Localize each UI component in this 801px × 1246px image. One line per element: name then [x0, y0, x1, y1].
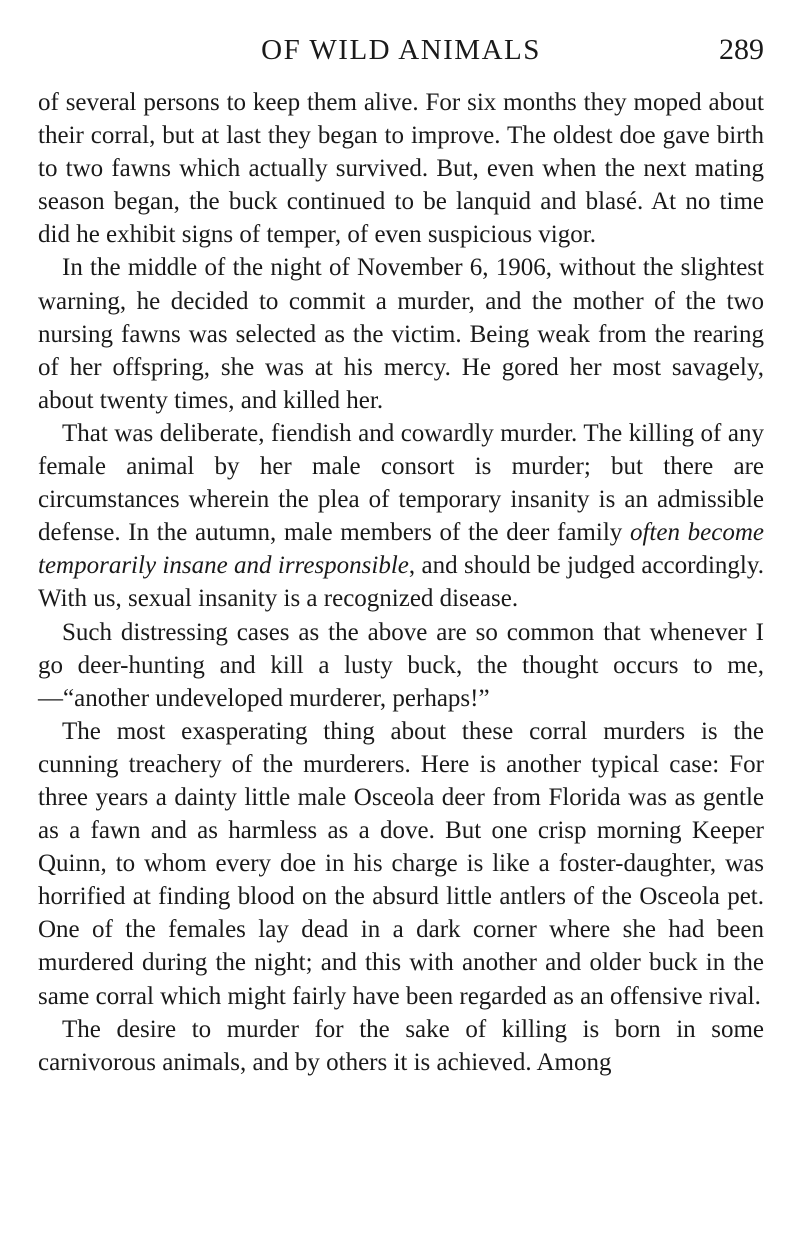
paragraph-1: of several persons to keep them alive. For six months they moped about their corral, but at last they began to improve. The oldest doe gave birth to two fawns which actually survived. But, even when the next mating season began, the buck continued to be lanquid and blasé. At no time did he exhibit signs of temper, of even suspicious vigor.: [38, 89, 764, 249]
paragraph-2: In the middle of the night of November 6, 1906, without the slightest warning, he decided to commit a murder, and the mother of the two nursing fawns was selected as the victim. Being weak from the rearing of her offspring, she was at his mercy. He gored her most savagely, about twenty times, and killed her.: [38, 254, 764, 414]
italic-phrase: often become temporarily insane and irresponsible: [38, 519, 764, 580]
paragraph-6: The desire to murder for the sake of killing is born in some carnivorous animals, and by others it is achieved. Among: [38, 1015, 764, 1076]
paragraph-3-start: That was deliberate, fiendish and cowardly murder. The killing of any female animal by her male consort is murder; but there are circumstances wherein the plea of temporary insanity is an admissible defense. In the autumn, male members of the deer family: [38, 419, 764, 547]
paragraph-3: [38, 417, 764, 616]
page-number: 289: [719, 33, 764, 66]
running-head: OF WILD ANIMALS: [261, 34, 541, 66]
page-header: [38, 30, 764, 70]
paragraph-3-end: , and should be judged accordingly. With us, sexual insanity is a recognized disease.: [38, 552, 764, 613]
paragraph-5: The most exasperating thing about these corral murders is the cunning treachery of the murderers. Here is another typical case: For three years a dainty little male Osceola deer from Florida was as gentle as a fawn and as harmless as a dove. But one crisp morning Keeper Quinn, to whom every doe in his charge is like a foster-daughter, was horrified at finding blood on the absurd little antlers of the Osceola pet. One of the females lay dead in a dark corner where she had been murdered during the night; and this with another and older buck in the same corral which might fairly have been regarded as an offensive rival.: [38, 717, 764, 1010]
paragraph-4: Such distressing cases as the above are so common that whenever I go deer-hunting and kill a lusty buck, the thought occurs to me,—“another undeveloped murderer, perhaps!”: [38, 618, 764, 712]
body-text: [38, 86, 764, 1079]
